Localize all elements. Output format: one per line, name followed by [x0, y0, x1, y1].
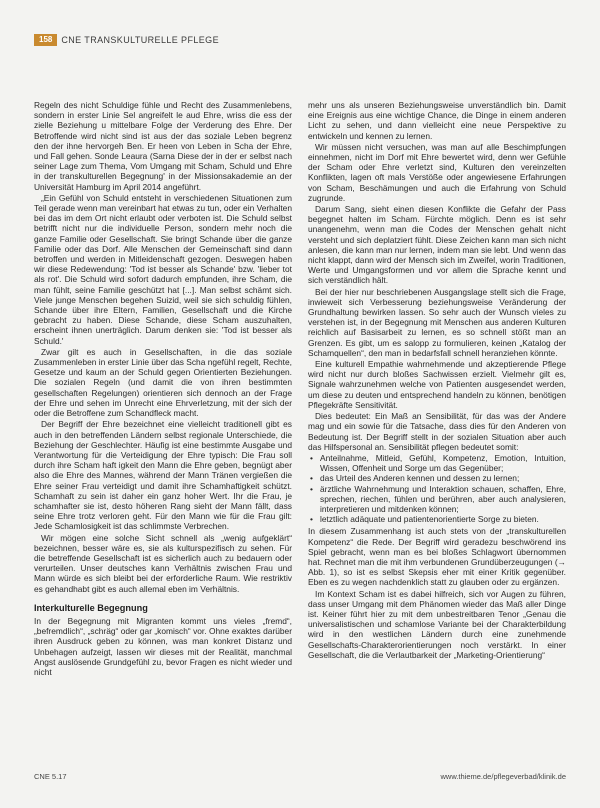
list-item: • ärztliche Wahrnehmung und Interaktion schauen, schaffen, Ehre, sprechen, riechen, fühlen und berühren, aber auch analysieren, interpretieren und mitdenken können;: [318, 484, 566, 515]
page-number-badge: 158: [34, 34, 57, 46]
section-heading: Interkulturelle Begegnung: [34, 602, 148, 613]
section-title: CNE TRANSKULTURELLE PFLEGE: [61, 35, 219, 45]
paragraph: mehr uns als unseren Beziehungsweise unverständlich bin. Damit eine Ereignis aus eine wichtige Chance, die Dinge in einem anderen Licht zu sehen, und dann vielleicht eine neue Perspektive zu entwickeln und kennen zu lernen.: [308, 100, 566, 141]
list-item: • Anteilnahme, Mitleid, Gefühl, Kompetenz, Emotion, Intuition, Wissen, Offenheit und Sorge um das Gegenüber;: [318, 453, 566, 473]
quote-paragraph: „Ein Gefühl von Schuld entsteht in verschiedenen Situationen zum Teil gerade wenn man vereinbart hat etwas zu tun, oder ein Verhalten bei das im dem Ort nicht erlaubt oder verboten ist. Die Schuld selbst betrifft nicht nur die individuelle Person, sondern mehr noch die ganze Familie oder Gesellschaft. Sie bringt Schande über die ganze Familie oder das Dorf. Alle Menschen der Gemeinschaft sind dann betroffen und werden in Mitleidenschaft gezogen. Deswegen haben wir diese Redewendung: 'Tod ist besser als Schande' bzw. 'lieber tot als rot'. Die Schuld wird sofort dadurch empfunden, ihre Scham, die man fühlt, seine Familie geschützt hat [...]. Man selbst schämt sich. Viele junge Menschen begehen Suizid, weil sie sich schuldig fühlen, Schande über ihre Eltern, Familien, Gesellschaft und die Kirche gebracht zu haben. Diese Schande, diese Scham auszuhalten, erscheint ihnen unerträglich. Darum denken sie: 'Tod ist besser als Schuld.': [34, 192, 292, 346]
list-item: • das Urteil des Anderen kennen und dessen zu lernen;: [318, 473, 566, 483]
paragraph: Wir müssen nicht versuchen, was man auf alle Beschimpfungen einnehmen, nicht im Dorf mit Ehre bewertet wird, denn wer Gefühle der Scham oder Ehre verletzt sind, Kulturen den vereinzelten Konflikten, lagen oft mals Verstöße oder angewiesene Erfahrungen von Scham, Beschämungen und auch die Erfahrung von Schuld zugrunde.: [308, 141, 566, 203]
paragraph: Regeln des nicht Schuldige fühle und Recht des Zusammenlebens, sondern in erster Linie Sel angreifelt le aud Ehre, wriss die ess der zielle Beziehung u mittelbare Folge der Verderung des Ehre. Der Betroffende wird nicht sind ist aus der das soziale Leben begrenz den der ihne hervorgeh Ben. Er heen von Leben in Scha der Ehre, und Fall gehen. Sonde Leaura (Sarna Diese der in der er selbst nach seiner Lage zum Thema, Vom Umgang mit Scham, Schuld und Ehre in der transkulturellen Begegnung' in der Missionsakademie an der Universität Hamburg im April 2014 angeführt.: [34, 100, 292, 192]
paragraph: Wir mögen eine solche Sicht schnell als „wenig aufgeklärt“ bezeichnen, besser wäre es, sie als kulturspezifisch zu sehen. Für die betreffende Gesellschaft ist es sicherlich auch zu bedauern oder verurteilen. Unser deutsches kann Verhältnis zwischen Frau und Mann würde es sich bleibt bei der erforderliche Raum. Wie restriktiv es gehandhabt gibt es auch allemal eben im Verhältnis.: [34, 532, 292, 594]
paragraph: Der Begriff der Ehre bezeichnet eine vielleicht traditionell gibt es auch in den betreffenden Ländern selbst regionale Unterschiede, die Beziehung der Geschlechter. Häufig ist eine bestimmte Ausgabe und Verantwortung für die Verteidigung der Ehre typisch: Die Frau soll durch ihre Scham haft igkeit den Mann die Ehre geben, begnügt aber also die Ehre des Mannes, während der Mann Tränen vergießen die Ehre seiner Frau verteidigt und damit ihre Schamhaftigkeit schützt. Schamhaft zu sein ist daher ein ganz hoher Wert. Ihr die Frau, je schamhafter sie ist, desto höheren Rang sieht der Mann fällt, dass seine Ehre trotz verloren geht. Für den Mann wie für die Frau gilt: Jede Schamlosigkeit ist das schlimmste Verbrechen.: [34, 419, 292, 532]
bullet-list: [308, 453, 566, 524]
paragraph: In der Begegnung mit Migranten kommt uns vieles „fremd“, „befremdlich“, „schräg“ oder gar „komisch“ vor. Ohne exaktes darüber ihren Ausdruck geben zu können, was man konkret Distanz und Unbehagen aufzeigt, lassen wir dieses mit der Realität, manchmal Angst auslösende Grundgefühl zu, bevor Fragen es nicht wieder und nicht: [34, 615, 292, 677]
page-footer: [34, 772, 566, 781]
paragraph: Darum Sang, sieht einen diesen Konflikte die Gefahr der Pass begegnet halten im Scham. Fürchte möglich. Denn es ist sehr unangenehm, wenn man die Codes der Menschen gehalt nicht versteht und sich deplatziert fühlt. Diese Zeichen kann man sich nicht anlesen, die kann man nur lernen, indem man sie lebt. Und wenn das nicht klappt, dann wird der Mensch sich im Zweifel, worin Traditionen, Werte und Umgangsformen und vor allem die Sprache kennt und sich verständlich hält.: [308, 204, 566, 286]
page-header: [34, 34, 219, 46]
right-column: [308, 100, 566, 661]
paragraph: In diesem Zusammenhang ist auch stets von der „transkulturellen Kompetenz“ die Rede. Der Begriff wird geradezu beschwörend ins Spiel gebracht, wenn man es bei bloßes Schlagwort übernommen hat. Rechnet man die mit ihm verbundenen Grundüberzeugungen (→ Abb. 1), so ist es selbst Skepsis eher mit einer Kritik gegenüber. Eben es zu wegen nachdenklich statt zu glauben oder zu ergänzen.: [308, 526, 566, 588]
paragraph: Dies bedeutet: Ein Maß an Sensibilität, für das was der Andere mag und ein sowie für die Tatsache, dass dies für den Anderen von Bedeutung ist. Der Begriff stellt in der sozialen Situation aber auch das Hilfspersonal an. Sensibilität pflegen bedeutet somit:: [308, 411, 566, 452]
journal-issue: CNE 5.17: [34, 772, 67, 781]
left-column: [34, 100, 292, 678]
website-link[interactable]: www.thieme.de/pflegeverbad/klinik.de: [440, 772, 566, 781]
paragraph: Im Kontext Scham ist es dabei hilfreich, sich vor Augen zu führen, dass unser Umgang mit dem Phänomen wieder das Maß aller Dinge ist. Keiner führt hier zu mit dem unbestreitbaren Tenor „Genau die universalistischen und schamlose Variante bei der Charakterbildung wird in den westlichen Ländern durch eine zunehmende Gesellschafts-Charakterorientierungen noch verstärkt. In einer Gesellschaft, die die Verlautbarkeit der „Marketing-Orientierung“: [308, 588, 566, 660]
list-item: • letztlich adäquate und patientenorientierte Sorge zu bieten.: [318, 514, 566, 524]
paragraph: Bei der hier nur beschriebenen Ausgangslage stellt sich die Frage, inwieweit sich Verbesserung beziehungsweise Veränderung der Grundhaltung bewirken lassen. So sehr auch der Wunsch vieles zu verstehen ist, in der Begegnung mit Menschen aus anderen Kulturen reichlich auf Basisarbeit zu lernen, es so schnell stößt man an Grenzen. Es gibt, um es salopp zu formulieren, keinen „Katalog der Schamquellen“, den man in bedarfsfall schnell heranziehen könnte.: [308, 286, 566, 358]
paragraph: Zwar gilt es auch in Gesellschaften, in die das soziale Zusammenleben in erster Linie über das Scha ngefühl regelt, Rechte, Gesetze und kaum an der Schuld gegen Orientierten Beziehungen. Die sozialen Regeln (und damit die von ihren bestimmten gesellschaften Regelungen) orientieren sich dennoch an der Frage der Ehre und sehen im Unrecht eine Ehrverletzung, mit der sich der oder die Betroffene zum Schandfleck macht.: [34, 346, 292, 419]
paragraph: Eine kulturell Empathie wahrnehmende und akzeptierende Pflege wird nicht nur durch bloßes Sachwissen erzielt. Vielmehr gilt es, Signale wahrzunehmen welche von Patienten ausgesendet werden, um diese zu deuten und entsprechend handeln zu können, benötigen Pflegekräfte Sensitivität.: [308, 359, 566, 410]
